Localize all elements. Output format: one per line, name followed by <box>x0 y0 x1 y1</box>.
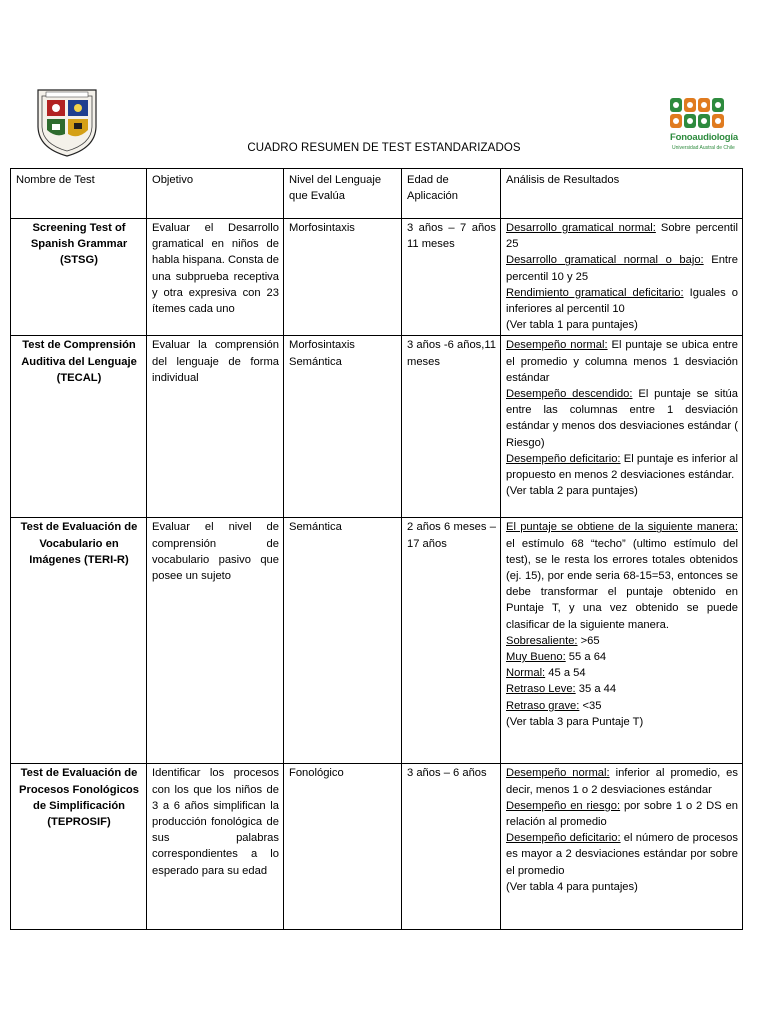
test-name: Test de Evaluación de Procesos Fonológicos de Simplificación (TEPROSIF) <box>11 764 147 930</box>
analysis-item <box>506 633 738 649</box>
analysis-label: Desempeño deficitario: <box>506 832 621 845</box>
analysis-text: El puntaje se sitúa entre las columnas entre 1 desviación estándar y menos dos desviaciones estándar ( Riesgo) <box>506 388 738 449</box>
analysis-label: Desempeño normal: <box>506 339 608 352</box>
analysis-label: Desarrollo gramatical normal o bajo: <box>506 254 704 267</box>
test-analysis <box>501 336 743 518</box>
analysis-note: (Ver tabla 2 para puntajes) <box>506 485 638 498</box>
analysis-item <box>506 386 738 451</box>
header-age: Edad de Aplicación <box>402 169 501 219</box>
analysis-text: por sobre 1 o 2 DS en relación al promedio <box>506 799 738 829</box>
table-row <box>11 219 743 336</box>
analysis-item <box>506 252 738 284</box>
analysis-note: (Ver tabla 1 para puntajes) <box>506 319 638 332</box>
analysis-text: 45 a 54 <box>545 667 586 680</box>
analysis-item <box>506 830 738 879</box>
header-name: Nombre de Test <box>11 169 147 219</box>
analysis-label: Rendimiento gramatical deficitario: <box>506 286 684 299</box>
test-name: Test de Evaluación de Vocabulario en Imágenes (TERI-R) <box>11 518 147 764</box>
test-level: Morfosintaxis <box>284 219 402 336</box>
analysis-item <box>506 519 738 632</box>
analysis-label: Desempeño normal: <box>506 767 610 780</box>
analysis-item <box>506 649 738 665</box>
logo-name: Fonoaudiología <box>670 132 738 143</box>
analysis-label: Desempeño deficitario: <box>506 452 621 465</box>
table-row <box>11 764 743 930</box>
test-objective: Identificar los procesos con los que los niños de 3 a 6 años simplifican la producción fonológica de sus palabras correspondientes a lo esperado para su edad <box>147 764 284 930</box>
analysis-item <box>506 285 738 317</box>
analysis-item <box>506 451 738 483</box>
test-age: 3 años -6 años,11 meses <box>402 336 501 518</box>
test-age: 3 años – 7 años 11 meses <box>402 219 501 336</box>
analysis-item <box>506 681 738 697</box>
analysis-text: <35 <box>579 699 602 712</box>
document-title: CUADRO RESUMEN DE TEST ESTANDARIZADOS <box>247 142 521 154</box>
test-objective: Evaluar la comprensión del lenguaje de forma individual <box>147 336 284 518</box>
table-row <box>11 336 743 518</box>
analysis-item <box>506 798 738 830</box>
analysis-item <box>506 337 738 386</box>
analysis-label: Desempeño en riesgo: <box>506 799 621 812</box>
analysis-note: (Ver tabla 3 para Puntaje T) <box>506 715 644 728</box>
analysis-label: Sobresaliente: <box>506 634 578 647</box>
test-age: 3 años – 6 años <box>402 764 501 930</box>
analysis-text: el estímulo 68 “techo” (ultimo estímulo del test), se le resta los errores totales obtenidos (ej. 15), por ende seria 68-15=53, entonces se debe transformar el puntaje obtenido en Puntaje T, y una vez obtenido se puede clasificar de la siguiente manera. <box>506 537 738 631</box>
analysis-text: El puntaje es inferior al propuesto en menos 2 desviaciones estándar. <box>506 452 738 482</box>
logo-subtitle: Universidad Austral de Chile <box>672 145 735 151</box>
analysis-text: El puntaje se ubica entre el promedio y columna menos 1 desviación estándar <box>506 339 738 384</box>
analysis-text: 35 a 44 <box>575 683 617 696</box>
summary-table <box>10 168 743 930</box>
analysis-text: el número de procesos es mayor a 2 desviaciones estándar por sobre el promedio <box>506 832 738 877</box>
analysis-label: Retraso Leve: <box>506 683 576 696</box>
header-level: Nivel del Lenguaje que Evalúa <box>284 169 402 219</box>
analysis-note: (Ver tabla 4 para puntajes) <box>506 880 638 893</box>
test-analysis <box>501 518 743 764</box>
header-analysis: Análisis de Resultados <box>501 169 743 219</box>
analysis-label: Normal: <box>506 667 546 680</box>
analysis-label: Desempeño descendido: <box>506 388 633 401</box>
analysis-item <box>506 765 738 797</box>
table-row <box>11 518 743 764</box>
header-objective: Objetivo <box>147 169 284 219</box>
analysis-item <box>506 665 738 681</box>
analysis-label: Muy Bueno: <box>506 651 566 664</box>
analysis-text: Iguales o inferiores al percentil 10 <box>506 286 739 316</box>
analysis-label: Retraso grave: <box>506 699 580 712</box>
analysis-label: Desarrollo gramatical normal: <box>506 222 656 234</box>
test-age: 2 años 6 meses – 17 años <box>402 518 501 764</box>
test-level: Morfosintaxis Semántica <box>284 336 402 518</box>
analysis-text: Entre percentil 10 y 25 <box>506 254 738 283</box>
analysis-text: Sobre percentil 25 <box>506 222 738 251</box>
test-level: Semántica <box>284 518 402 764</box>
test-analysis <box>501 764 743 930</box>
test-objective: Evaluar el Desarrollo gramatical en niños de habla hispana. Consta de una subprueba receptiva y otra expresiva con 23 ítemes cada uno <box>147 219 284 336</box>
analysis-item <box>506 698 738 714</box>
analysis-text: 55 a 64 <box>565 651 607 664</box>
test-objective: Evaluar el nivel de comprensión de vocabulario pasivo que posee un sujeto <box>147 518 284 764</box>
test-analysis <box>501 219 743 336</box>
table-header-row <box>11 169 743 219</box>
test-name: Test de Comprensión Auditiva del Lenguaje (TECAL) <box>11 336 147 518</box>
analysis-text: >65 <box>577 634 600 647</box>
analysis-text: inferior al promedio, es decir, menos 1 o 2 desviaciones estándar <box>506 767 738 796</box>
fonoaudiologia-icons <box>668 96 728 130</box>
test-level: Fonológico <box>284 764 402 930</box>
analysis-item <box>506 220 738 252</box>
test-name: Screening Test of Spanish Grammar (STSG) <box>11 219 147 336</box>
analysis-label: El puntaje se obtiene de la siguiente manera: <box>506 521 738 534</box>
